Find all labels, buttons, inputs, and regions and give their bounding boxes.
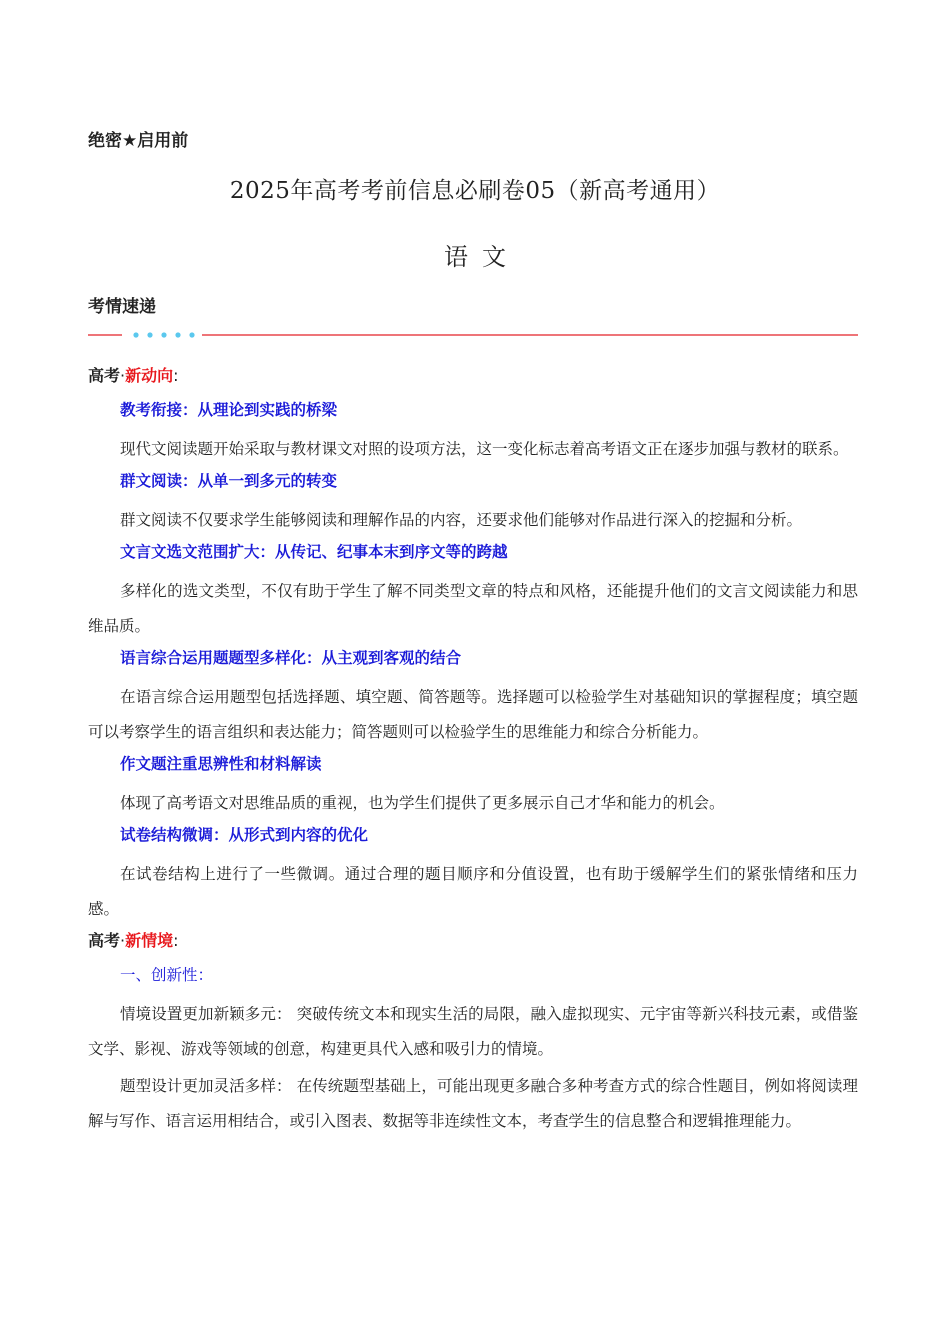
lead-prefix: 高考 [88,366,121,385]
divider-dot [133,332,138,337]
divider-dot [175,332,180,337]
paragraph: 在试卷结构上进行了一些微调。通过合理的题目顺序和分值设置，也有助于缓解学生们的紧张情绪和压力感。 [88,865,858,918]
paragraph: 题型设计更加灵活多样： 在传统题型基础上，可能出现更多融合多种考查方式的综合性题目，例如将阅读理解与写作、语言运用相结合，或引入图表、数据等非连续性文本，考查学生的信息整合和逻辑推理能力。 [88,1077,858,1130]
paragraph: 体现了高考语文对思维品质的重视，也为学生们提供了更多展示自己才华和能力的机会。 [120,794,725,812]
subject-title: 语文 [444,243,520,271]
lead-highlight: 新情境 [125,931,174,950]
subheading: 一、创新性： [120,966,214,984]
lead-dot: · [120,366,126,385]
subheading: 作文题注重思辨性和材料解读 [120,755,322,773]
document-content [88,364,858,1141]
paragraph: 情境设置更加新颖多元： 突破传统文本和现实生活的局限，融入虚拟现实、元宇宙等新兴科技元素，或借鉴文学、影视、游戏等领域的创意，构建更具代入感和吸引力的情境。 [88,1005,858,1058]
paragraph: 多样化的选文类型，不仅有助于学生了解不同类型文章的特点和风格，还能提升他们的文言文阅读能力和思维品质。 [88,582,858,635]
divider-dot [189,332,194,337]
divider-dot [147,332,152,337]
divider-dot [161,332,166,337]
lead-dot: · [120,931,126,950]
decorative-divider [88,328,858,342]
subheading: 教考衔接：从理论到实践的桥梁 [120,401,338,419]
paragraph: 群文阅读不仅要求学生能够阅读和理解作品的内容，还要求他们能够对作品进行深入的挖掘和分析。 [120,511,803,529]
subheading: 试卷结构微调：从形式到内容的优化 [120,826,369,844]
subheading: 语言综合运用题题型多样化：从主观到客观的结合 [120,649,462,667]
paragraph: 在语言综合运用题型包括选择题、填空题、简答题等。选择题可以检验学生对基础知识的掌握程度；填空题可以考察学生的语言组织和表达能力；简答题则可以检验学生的思维能力和综合分析能力。 [88,688,858,741]
subheading: 文言文选文范围扩大：从传记、纪事本末到序文等的跨越 [120,543,508,561]
section-lead-new-trends [88,364,858,388]
section-lead-new-contexts [88,929,858,953]
subheading: 群文阅读：从单一到多元的转变 [120,472,338,490]
confidential-label: 绝密★启用前 [88,131,189,151]
exam-title: 2025年高考考前信息必刷卷05（新高考通用） [229,178,721,204]
paragraph: 现代文阅读题开始采取与教材课文对照的设项方法，这一变化标志着高考语文正在逐步加强与教材的联系。 [120,440,849,458]
lead-suffix: : [173,931,179,950]
lead-highlight: 新动向 [125,366,174,385]
section-heading: 考情速递 [88,297,156,317]
lead-suffix: : [173,366,179,385]
lead-prefix: 高考 [88,931,121,950]
